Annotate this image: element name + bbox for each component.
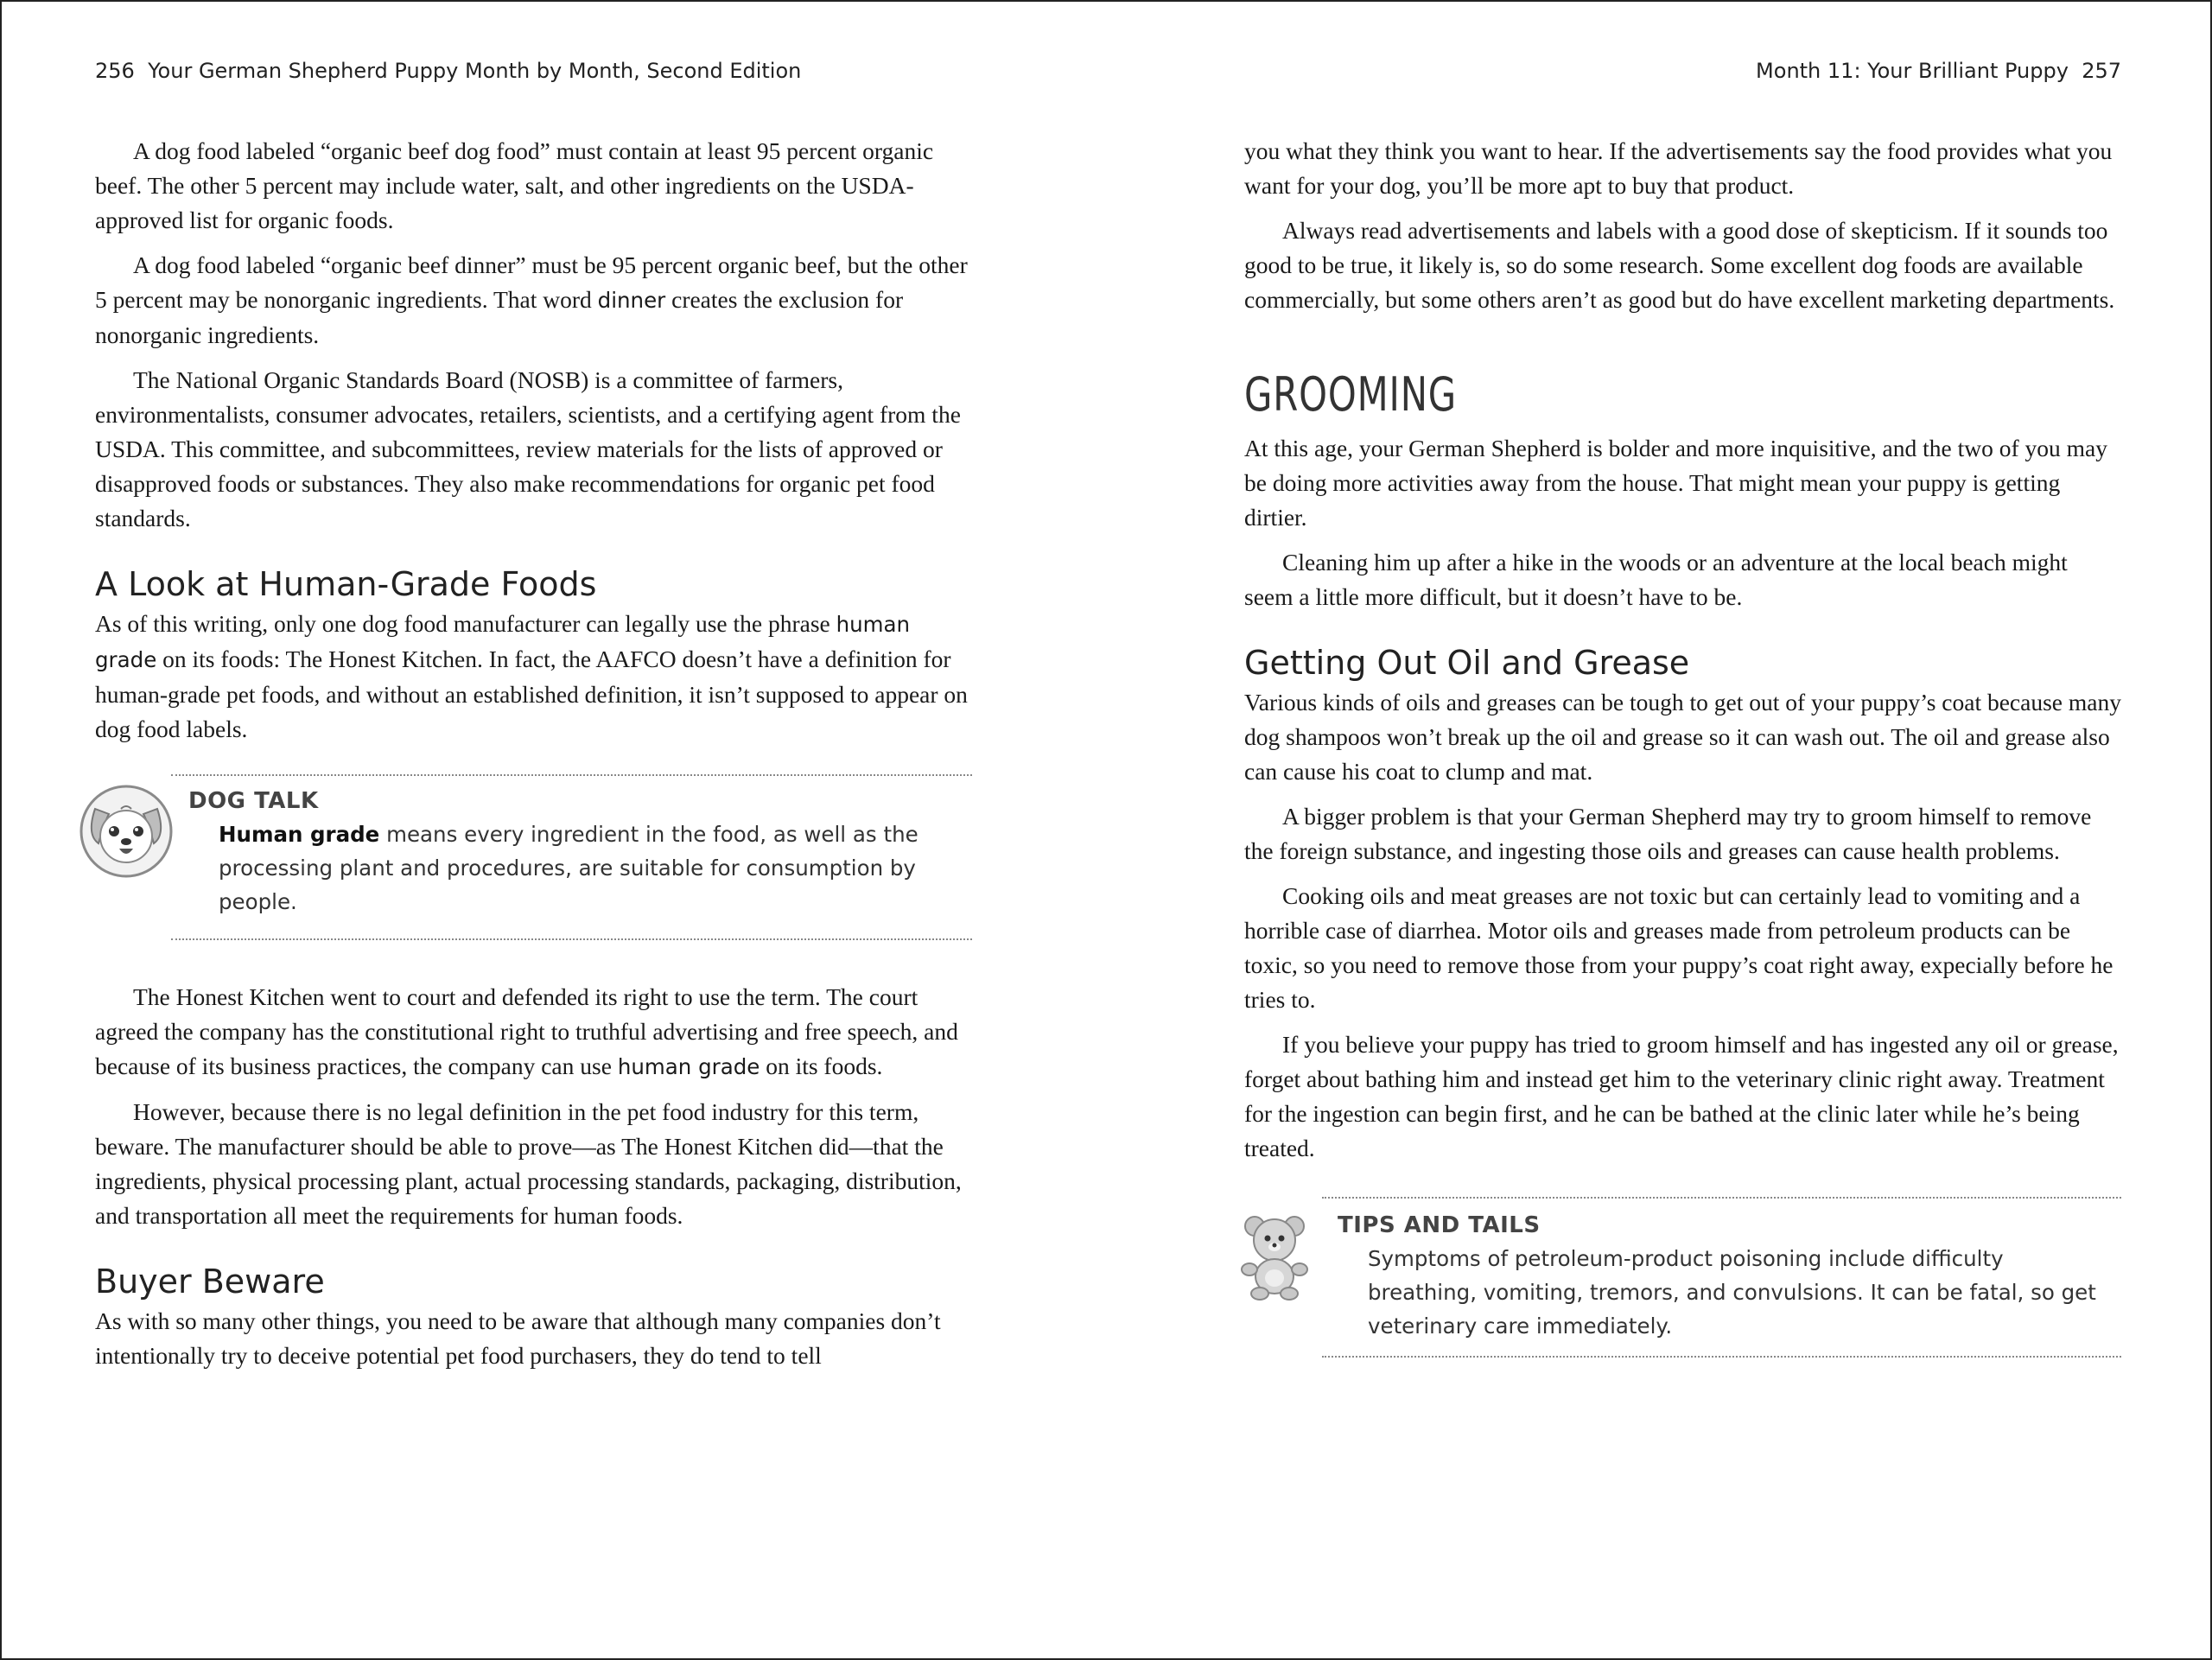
sidebar-rule [1322, 1197, 2121, 1199]
paragraph: However, because there is no legal definition in the pet food industry for this term, beware. The manufacturer should be able to prove—as The Honest Kitchen did—that the ingredients, physical processing plant, actual processing standards, packaging, distribution, and transportation all meet the requirements for human foods. [95, 1098, 962, 1229]
chapter-title: Month 11: Your Brilliant Puppy [1756, 59, 2069, 83]
book-title: Your German Shepherd Puppy Month by Month, Second Edition [148, 59, 802, 83]
term-dinner: dinner [597, 288, 666, 313]
page-number-right: 257 [2082, 59, 2121, 83]
tips-and-tails-title: TIPS AND TAILS [1338, 1212, 1541, 1238]
term-human-grade: human grade [95, 612, 911, 672]
page-number-left: 256 [95, 59, 135, 83]
paragraph: Cleaning him up after a hike in the woods or an adventure at the local beach might seem a little more difficult, but it doesn’t have to be. [1244, 549, 2068, 610]
paragraph: The National Organic Standards Board (NOSB) is a committee of farmers, environmentalists, consumer advocates, retailers, scientists, and a certifying agent from the USDA. This committee, and subcommittees, review materials for the lists of approved or disapproved foods or substances. They also make recommendations for organic pet food standards. [95, 366, 961, 531]
sidebar-rule [171, 774, 972, 776]
paragraph: Always read advertisements and labels with a good dose of skepticism. If it sounds too good to be true, it likely is, so do some research. Some excellent dog foods are available commercially, but some others aren’t as good but do have excellent marketing departments. [1244, 217, 2115, 313]
sidebar-rule [1322, 1356, 2121, 1358]
right-body [1244, 134, 2121, 1411]
paragraph: As of this writing, only one dog food manufacturer can legally use the phrase human grade on its foods: The Honest Kitchen. In fact, the AAFCO doesn’t have a definition for human-grade pet foods, and without an established definition, it isn’t supposed to appear on dog food labels. [95, 610, 968, 742]
heading-grooming: GROOMING [1244, 367, 1458, 422]
tips-and-tails-sidebar [1244, 1197, 2121, 1378]
heading-getting-out-oil-grease: Getting Out Oil and Grease [1244, 644, 1690, 682]
term-human-grade: human grade [617, 1054, 760, 1079]
left-page [95, 2, 972, 1660]
tips-and-tails-text: Symptoms of petroleum-product poisoning include difficulty breathing, vomiting, tremors, and convulsions. It can be fatal, so get veterinary care immediately. [1368, 1246, 2096, 1339]
sidebar-rule [171, 938, 972, 940]
paragraph: Various kinds of oils and greases can be tough to get out of your puppy’s coat because many dog shampoos won’t break up the oil and grease so it can wash out. The oil and grease also can cause his coat to clump and mat. [1244, 689, 2121, 785]
paragraph: A bigger problem is that your German Shepherd may try to groom himself to remove the foreign substance, and ingesting those oils and greases can cause health problems. [1244, 803, 2092, 864]
right-running-head [1756, 59, 2121, 83]
dog-talk-title: DOG TALK [188, 788, 319, 814]
paragraph: At this age, your German Shepherd is bolder and more inquisitive, and the two of you may be doing more activities away from the house. That might mean your puppy is getting dirtier. [1244, 435, 2107, 531]
paragraph: A dog food labeled “organic beef dog food” must contain at least 95 percent organic beef. The other 5 percent may include water, salt, and other ingredients on the USDA-approved list for organic foods. [95, 137, 934, 233]
paragraph: Cooking oils and meat greases are not toxic but can certainly lead to vomiting and a horrible case of diarrhea. Motor oils and greases made from petroleum products can be toxic, so you need to remove those from your puppy’s coat right away, expecially before he tries to. [1244, 882, 2113, 1013]
dog-face-icon [78, 783, 175, 880]
heading-buyer-beware: Buyer Beware [95, 1262, 325, 1301]
dog-talk-sidebar [95, 774, 972, 947]
dog-talk-text: Human grade means every ingredient in the food, as well as the processing plant and procedures, are suitable for consumption by people. [219, 822, 918, 914]
paragraph: A dog food labeled “organic beef dinner” must be 95 percent organic beef, but the other 5 percent may be nonorganic ingredients. That word dinner creates the exclusion for nonorganic ingredients. [95, 251, 968, 348]
heading-human-grade-foods: A Look at Human-Grade Foods [95, 565, 597, 603]
paragraph: If you believe your puppy has tried to groom himself and has ingested any oil or grease, forget about bathing him and instead get him to the veterinary clinic right away. Treatment for the ingestion can begin first, and he can be bathed at the clinic later while he’s being treated. [1244, 1031, 2119, 1161]
right-page [1244, 2, 2121, 1660]
left-running-head [95, 59, 801, 83]
paragraph: The Honest Kitchen went to court and defended its right to use the term. The court agreed the company has the constitutional right to truthful advertising and free speech, and because of its business practices, the company can use human grade on its foods. [95, 983, 958, 1079]
paragraph: you what they think you want to hear. If the advertisements say the food provides what you want for your dog, you’ll be more apt to buy that product. [1244, 137, 2113, 199]
paragraph: As with so many other things, you need to be aware that although many companies don’t intentionally try to deceive potential pet food purchasers, they do tend to tell [95, 1307, 941, 1369]
teddy-bear-icon [1236, 1207, 1313, 1302]
left-body [95, 134, 972, 1383]
